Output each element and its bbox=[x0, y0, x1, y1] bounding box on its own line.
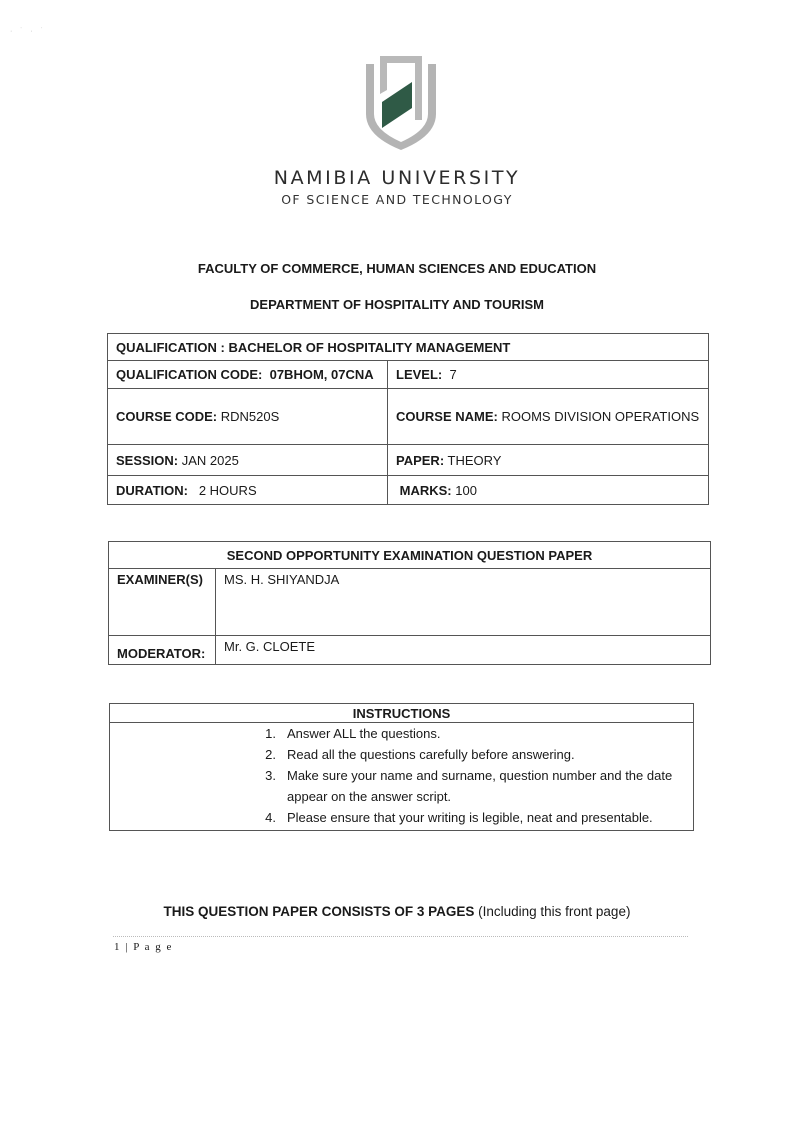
qualification-code-cell: QUALIFICATION CODE: 07BHOM, 07CNA bbox=[108, 361, 388, 389]
instructions-title: INSTRUCTIONS bbox=[110, 704, 694, 723]
footer-divider bbox=[113, 936, 688, 937]
exam-title: SECOND OPPORTUNITY EXAMINATION QUESTION PAPER bbox=[109, 542, 711, 569]
scan-specks: · ˙ · ˙ bbox=[10, 28, 47, 35]
department-heading: DEPARTMENT OF HOSPITALITY AND TOURISM bbox=[250, 297, 544, 312]
marks-cell: MARKS: 100 bbox=[388, 476, 709, 505]
instructions-table bbox=[109, 703, 694, 831]
course-code-cell: COURSE CODE: RDN520S bbox=[108, 389, 388, 445]
moderator-value: Mr. G. CLOETE bbox=[216, 636, 711, 665]
level-cell: LEVEL: 7 bbox=[388, 361, 709, 389]
instruction-item: 2. Read all the questions carefully before answering. bbox=[265, 747, 575, 762]
paper-cell: PAPER: THEORY bbox=[388, 445, 709, 476]
university-subtitle: OF SCIENCE AND TECHNOLOGY bbox=[281, 192, 513, 207]
instruction-item: 1. Answer ALL the questions. bbox=[265, 726, 441, 741]
university-name: NAMIBIA UNIVERSITY bbox=[273, 167, 521, 189]
course-info-table bbox=[107, 333, 709, 505]
shield-logo-icon bbox=[358, 52, 444, 152]
examiner-value: MS. H. SHIYANDJA bbox=[216, 569, 711, 636]
page-count-note: THIS QUESTION PAPER CONSISTS OF 3 PAGES (Including this front page) bbox=[163, 904, 631, 919]
duration-cell: DURATION: 2 HOURS bbox=[108, 476, 388, 505]
examiner-label: EXAMINER(S) bbox=[109, 569, 216, 636]
page-number: 1 | P a g e bbox=[114, 941, 173, 953]
instruction-item: 4. Please ensure that your writing is legible, neat and presentable. bbox=[265, 810, 653, 825]
session-cell: SESSION: JAN 2025 bbox=[108, 445, 388, 476]
faculty-heading: FACULTY OF COMMERCE, HUMAN SCIENCES AND EDUCATION bbox=[197, 261, 597, 276]
instruction-item: 3. Make sure your name and surname, question number and the date appear on the answer script. bbox=[265, 768, 673, 804]
course-name-cell: COURSE NAME: ROOMS DIVISION OPERATIONS bbox=[388, 389, 709, 445]
instructions-body bbox=[110, 723, 694, 831]
moderator-label: MODERATOR: bbox=[109, 636, 216, 665]
qualification-cell: QUALIFICATION : BACHELOR OF HOSPITALITY MANAGEMENT bbox=[108, 334, 709, 361]
exam-info-table bbox=[108, 541, 711, 665]
